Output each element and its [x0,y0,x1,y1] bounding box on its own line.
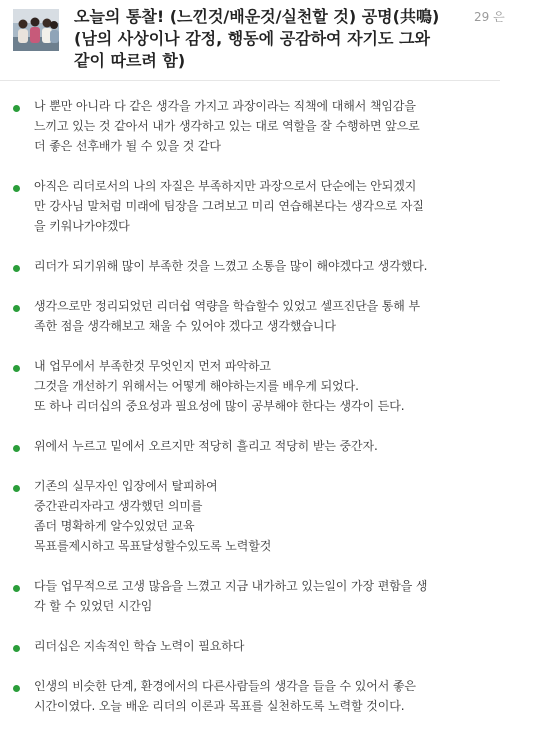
bullet-dot [13,365,20,372]
list-item [0,436,500,456]
list-item [0,476,500,556]
bullet-dot [13,105,20,112]
comment-list [0,96,500,736]
list-item [0,676,500,716]
list-item-text: 을 키워나가야겠다 [34,219,130,233]
bullet-dot [13,645,20,652]
list-item-text: 시간이였다. 오늘 배운 리더의 이론과 목표를 실천하도록 노력할 것이다. [34,699,405,713]
list-item [0,356,500,416]
bullet-dot [13,685,20,692]
list-item-text: 생각으로만 정리되었던 리더쉽 역량을 학습할수 있었고 셀프진단을 통해 부 [34,299,420,313]
list-item-text: 각 할 수 있었던 시간임 [34,599,153,613]
bullet-dot [13,185,20,192]
list-item-text: 기존의 실무자인 입장에서 탈피하여 [34,479,218,493]
list-item-text: 아직은 리더로서의 나의 자질은 부족하지만 과장으로서 단순에는 안되겠지 [34,179,417,193]
avatar[interactable] [13,9,59,51]
group-photo-image [13,9,59,51]
list-item-text: 족한 점을 생각해보고 채울 수 있어야 겠다고 생각했습니다 [34,319,336,333]
bullet-dot [13,445,20,452]
list-item [0,636,500,656]
list-item-text: 더 좋은 선후배가 될 수 있을 것 같다 [34,139,221,153]
list-item [0,176,500,236]
bullet-dot [13,585,20,592]
list-item-text: 그것을 개선하기 위해서는 어떻게 해야하는지를 배우게 되었다. [34,379,359,393]
list-item-text: 목표를제시하고 목표달성할수있도록 노력할것 [34,539,272,553]
list-item-text: 리더가 되기위해 많이 부족한 것을 느꼈고 소통을 많이 해야겠다고 생각했다. [34,259,428,273]
post-title: 오늘의 통찰! (느낀것/배운것/실천할 것) 공명(共鳴) (남의 사상이나 감정, 행동에 공감하여 자기도 그와 같이 따르려 함) [74,7,440,70]
list-item-text: 또 하나 리더십의 중요성과 필요성에 많이 공부해야 한다는 생각이 든다. [34,399,405,413]
list-item-text: 나 뿐만 아니라 다 같은 생각을 가지고 과장이라는 직책에 대해서 책임감을 [34,99,416,113]
list-item [0,576,500,616]
list-item-text: 느끼고 있는 것 같아서 내가 생각하고 있는 대로 역할을 잘 수행하면 앞으로 [34,119,420,133]
list-item-text: 리더십은 지속적인 학습 노력이 필요하다 [34,639,245,653]
list-item-text: 좀더 명확하게 알수있었던 교육 [34,519,195,533]
post-header [0,0,505,81]
bullet-dot [13,305,20,312]
post-date: 29 은 [474,10,505,24]
list-item-text: 다들 업무적으로 고생 많음을 느꼈고 지금 내가하고 있는일이 가장 편함을 생 [34,579,428,593]
list-item [0,296,500,336]
bullet-dot [13,265,20,272]
list-item [0,96,500,156]
list-item-text: 인생의 비슷한 단계, 환경에서의 다른사람들의 생각을 들을 수 있어서 좋은 [34,679,416,693]
list-item-text: 중간관리자라고 생각했던 의미를 [34,499,203,513]
list-item-text: 만 강사님 말처럼 미래에 팀장을 그려보고 미리 연습해본다는 생각으로 자질 [34,199,424,213]
list-item-text: 위에서 누르고 밑에서 오르지만 적당히 흘리고 적당히 받는 중간자. [34,439,378,453]
bullet-dot [13,485,20,492]
list-item-text: 내 업무에서 부족한것 무엇인지 먼저 파악하고 [34,359,271,373]
list-item [0,256,500,276]
